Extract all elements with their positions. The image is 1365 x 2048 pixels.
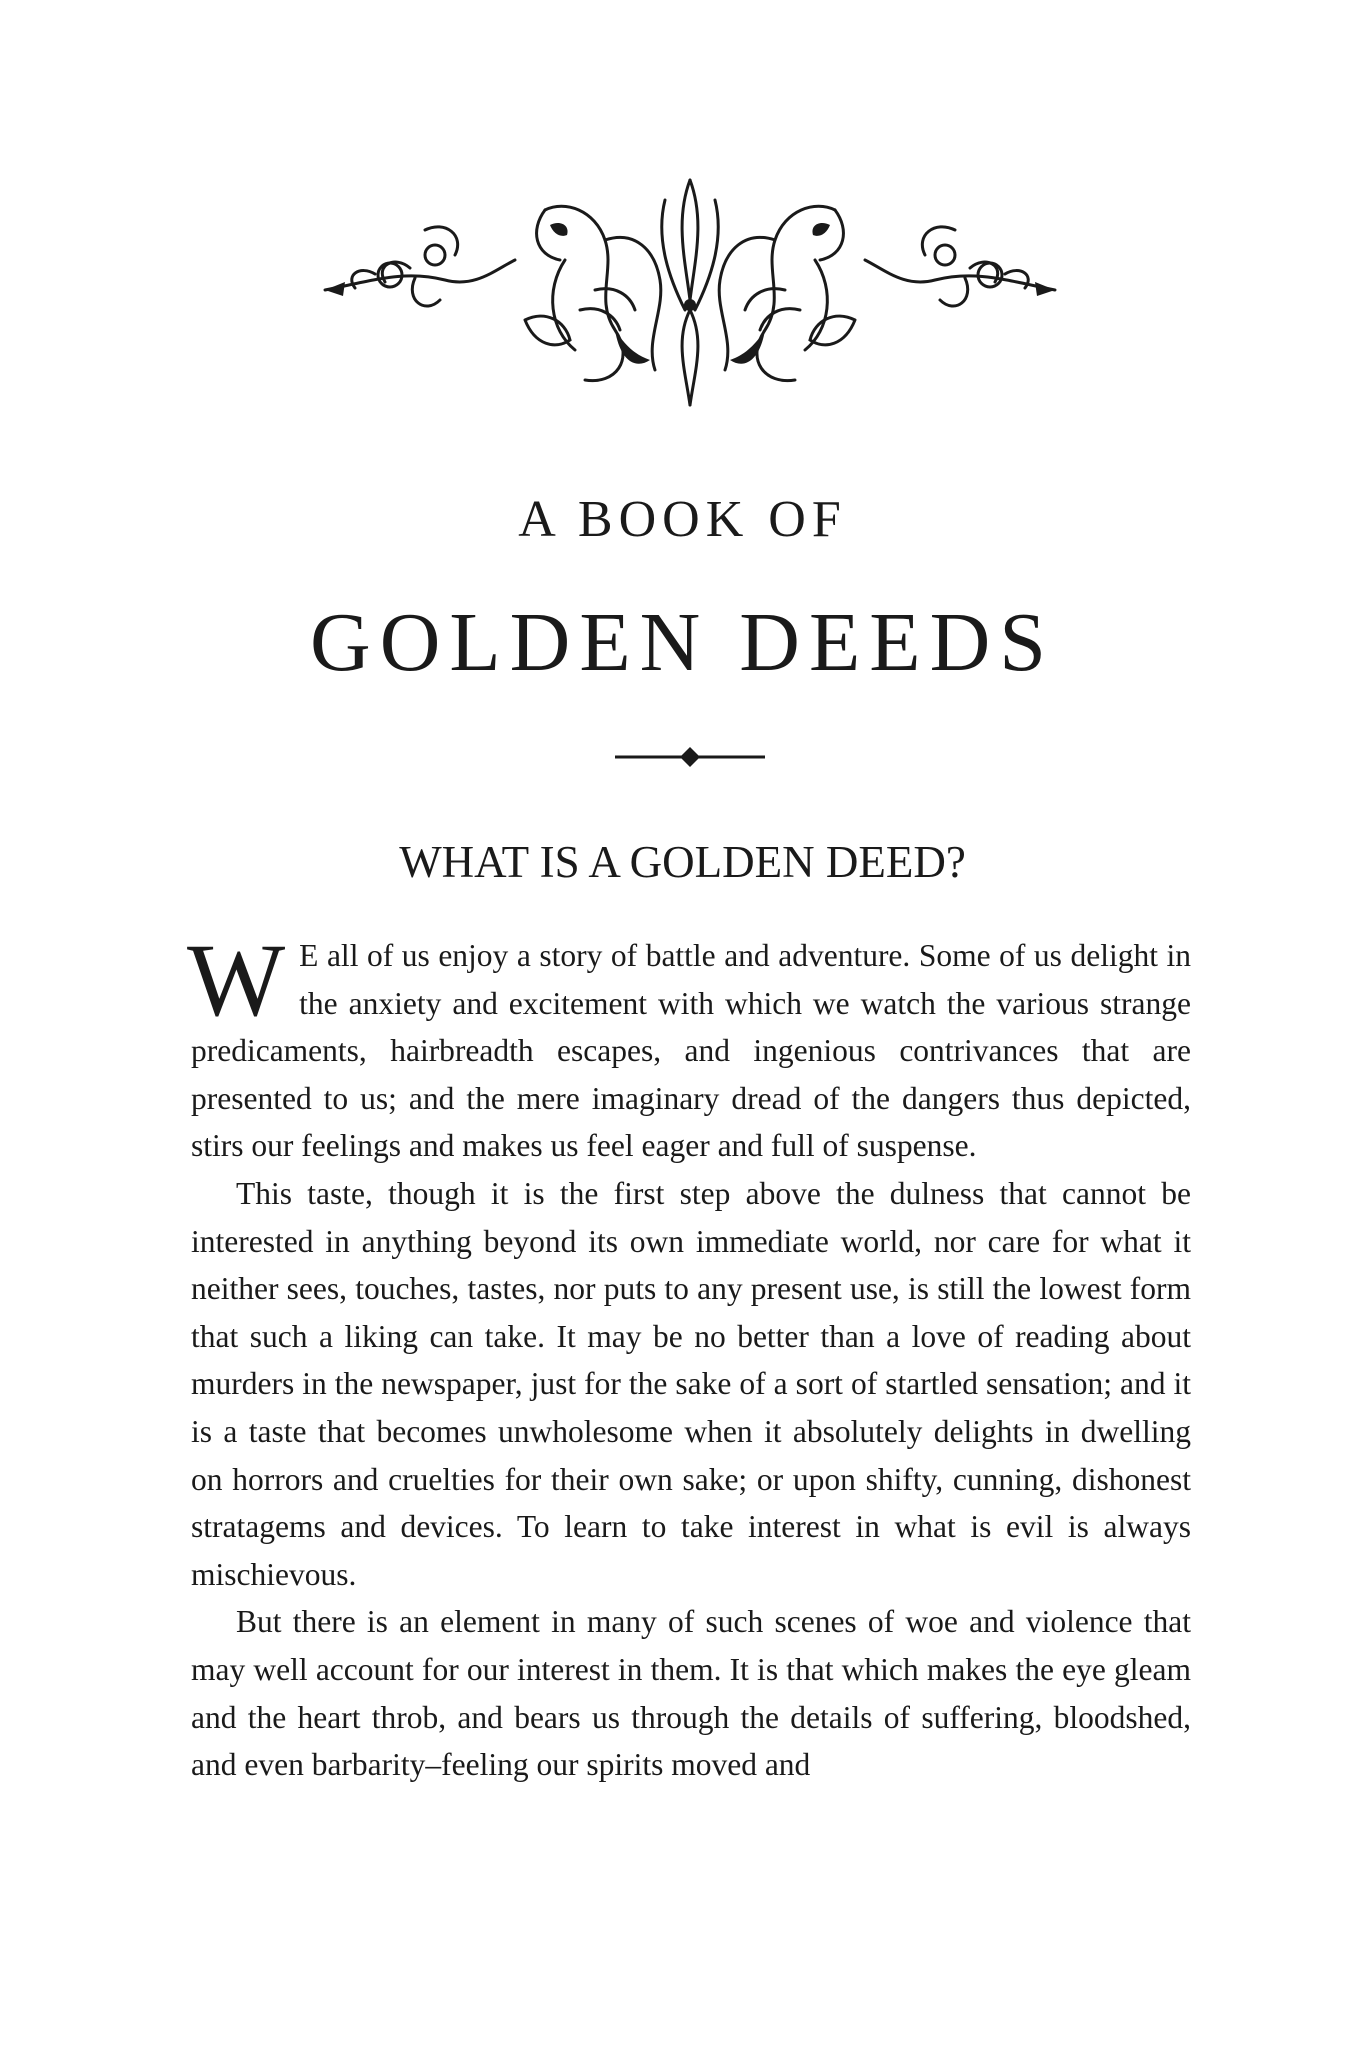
paragraph-1-text: E all of us enjoy a story of battle and adventure. Some of us delight in the anxiety and excitement with which we watch the various strange predicaments, hairbreadth escapes, and ingenious contrivances that are presented to us; and the mere imaginary dread of the dangers thus depicted, stirs our feelings and makes us feel eager and full of suspense. xyxy=(191,938,1191,1164)
drop-cap: W xyxy=(187,923,286,1038)
body-text xyxy=(187,923,1191,1789)
diamond-rule-icon xyxy=(615,745,765,769)
book-title-line2: GOLDEN DEEDS xyxy=(310,596,1055,689)
engraved-seahorse-ornament-icon xyxy=(315,170,1065,410)
paragraph-3: But there is an element in many of such scenes of woe and violence that may well account for our interest in them. It is that which makes the eye gleam and the heart throb, and bears us through the details of suffering, bloodshed, and even barbarity–feeling our spirits moved and xyxy=(191,1604,1191,1783)
chapter-title: WHAT IS A GOLDEN DEED? xyxy=(399,837,966,887)
paragraph-1 xyxy=(187,923,1191,1170)
book-title-line1: A BOOK OF xyxy=(518,491,847,548)
paragraph-2: This taste, though it is the first step above the dulness that cannot be interested in anything beyond its own immediate world, nor care for what it neither sees, touches, tastes, nor puts to any present use, is still the lowest form that such a liking can take. It may be no better than a love of reading about murders in the newspaper, just for the sake of a sort of startled sensation; and it is a taste that becomes unwholesome when it absolutely delights in dwelling on horrors and cruelties for their own sake; or upon shifty, cunning, dishonest stratagems and devices. To learn to take interest in what is evil is always mischievous. xyxy=(191,1175,1191,1592)
